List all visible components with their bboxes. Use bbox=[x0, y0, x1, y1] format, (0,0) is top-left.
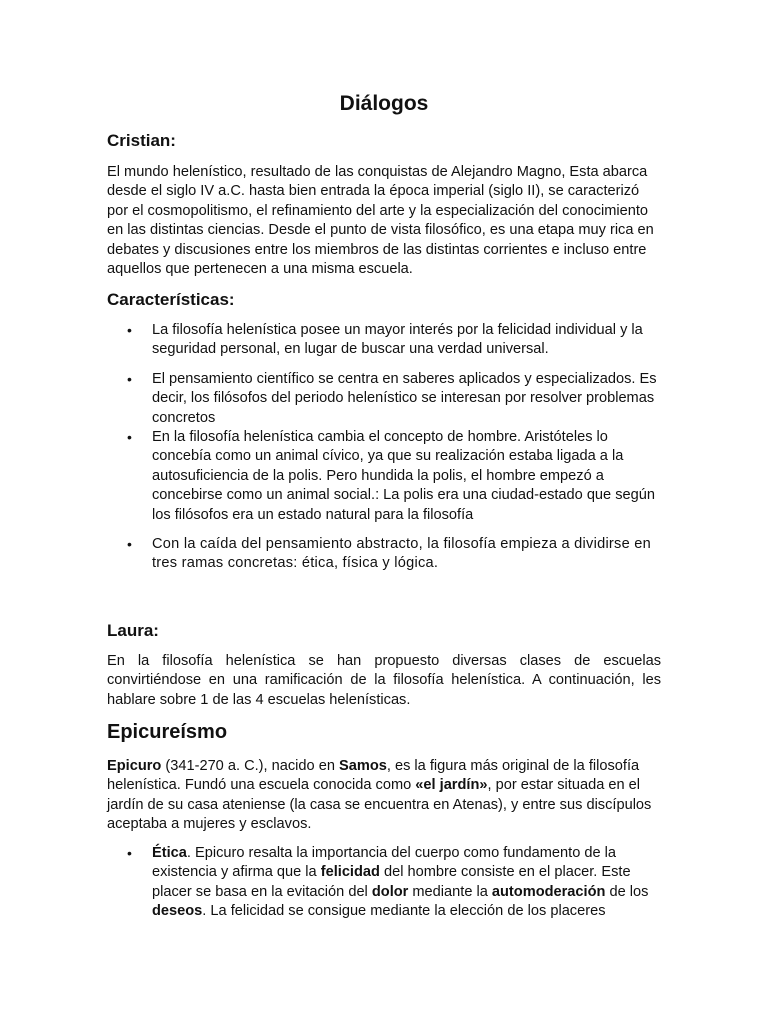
text-segment: (341-270 a. C.), nacido en bbox=[161, 758, 339, 774]
text-segment: , es la figura más original de la filosofía helenística. Fundó una escuela conocida como bbox=[107, 758, 640, 794]
term-automoderacion: automoderación bbox=[491, 883, 606, 900]
text-segment: del hombre consiste en el placer. Este placer se basa en la evitación del bbox=[152, 864, 631, 900]
paragraph-laura: En la filosofía helenística se han propuesto diversas clases de escuelas convirtiéndose en una ramificación de la filosofía helenística. A continuación, les hablare sobre 1 de las 4 escuelas helenísticas. bbox=[107, 653, 661, 708]
bullet-icon: • bbox=[127, 429, 132, 445]
heading-epicureismo: Epicureísmo bbox=[107, 721, 228, 743]
list-item-text: El pensamiento científico se centra en saberes aplicados y especializados. Es decir, los filósofos del periodo helenístico se interesan por resolver problemas concretos bbox=[152, 371, 657, 426]
text-segment: . Epicuro resalta la importancia del cuerpo como fundamento de la existencia y afirma que la bbox=[152, 845, 617, 881]
text-segment: mediante la bbox=[408, 883, 492, 900]
heading-cristian: Cristian: bbox=[107, 131, 176, 150]
term-felicidad: felicidad bbox=[320, 864, 380, 881]
text-segment: . La felicidad se consigue mediante la elección de los placeres bbox=[202, 903, 606, 920]
list-item-text bbox=[152, 844, 667, 922]
term-etica: Ética bbox=[152, 845, 187, 861]
heading-laura: Laura: bbox=[107, 621, 159, 640]
bullet-icon: • bbox=[127, 371, 132, 387]
term-dolor: dolor bbox=[371, 883, 409, 900]
list-item-text: En la filosofía helenística cambia el concepto de hombre. Aristóteles lo concebía como un animal cívico, ya que su realización estaba ligada a la autosuficiencia de la polis. Pero hundida la polis, el hombre empezó a concebirse como un animal social.: La polis era una ciudad-estado que según los filósofos era un estado natural para la filosofía bbox=[152, 429, 655, 523]
list-item-text: La filosofía helenística posee un mayor interés por la felicidad individual y la seguridad personal, en lugar de buscar una verdad universal. bbox=[152, 322, 643, 358]
heading-caracteristicas: Características: bbox=[107, 290, 235, 309]
bullet-icon: • bbox=[127, 322, 132, 338]
text-segment: , por estar situada en el jardín de su casa ateniense (la casa se encuentra en Atenas), y entre sus discípulos aceptaba a mujeres y esclavos. bbox=[107, 777, 652, 833]
list-item-text: Con la caída del pensamiento abstracto, la filosofía empieza a dividirse en tres ramas concretas: ética, física y lógica. bbox=[152, 536, 651, 572]
term-deseos: deseos bbox=[152, 903, 203, 920]
bullet-icon: • bbox=[127, 536, 132, 552]
term-el-jardin: «el jardín» bbox=[415, 777, 488, 794]
paragraph-cristian: El mundo helenístico, resultado de las conquistas de Alejandro Magno, Esta abarca desde el siglo IV a.C. hasta bien entrada la época imperial (siglo II), se caracterizó por el cosmopolitismo, el refinamiento del arte y la especialización del conocimiento en las distintas ciencias. Desde el punto de vista filosófico, es una etapa muy rica en debates y discusiones entre los miembros de las distintas corrientes e incluso entre aquellos que pertenecen a una misma escuela. bbox=[107, 164, 654, 278]
document-title: Diálogos bbox=[339, 92, 429, 115]
text-segment: de los bbox=[605, 883, 649, 900]
bullet-icon: • bbox=[127, 845, 132, 861]
term-epicuro: Epicuro bbox=[107, 758, 162, 774]
paragraph-epicuro bbox=[107, 757, 661, 835]
term-samos: Samos bbox=[339, 758, 387, 774]
